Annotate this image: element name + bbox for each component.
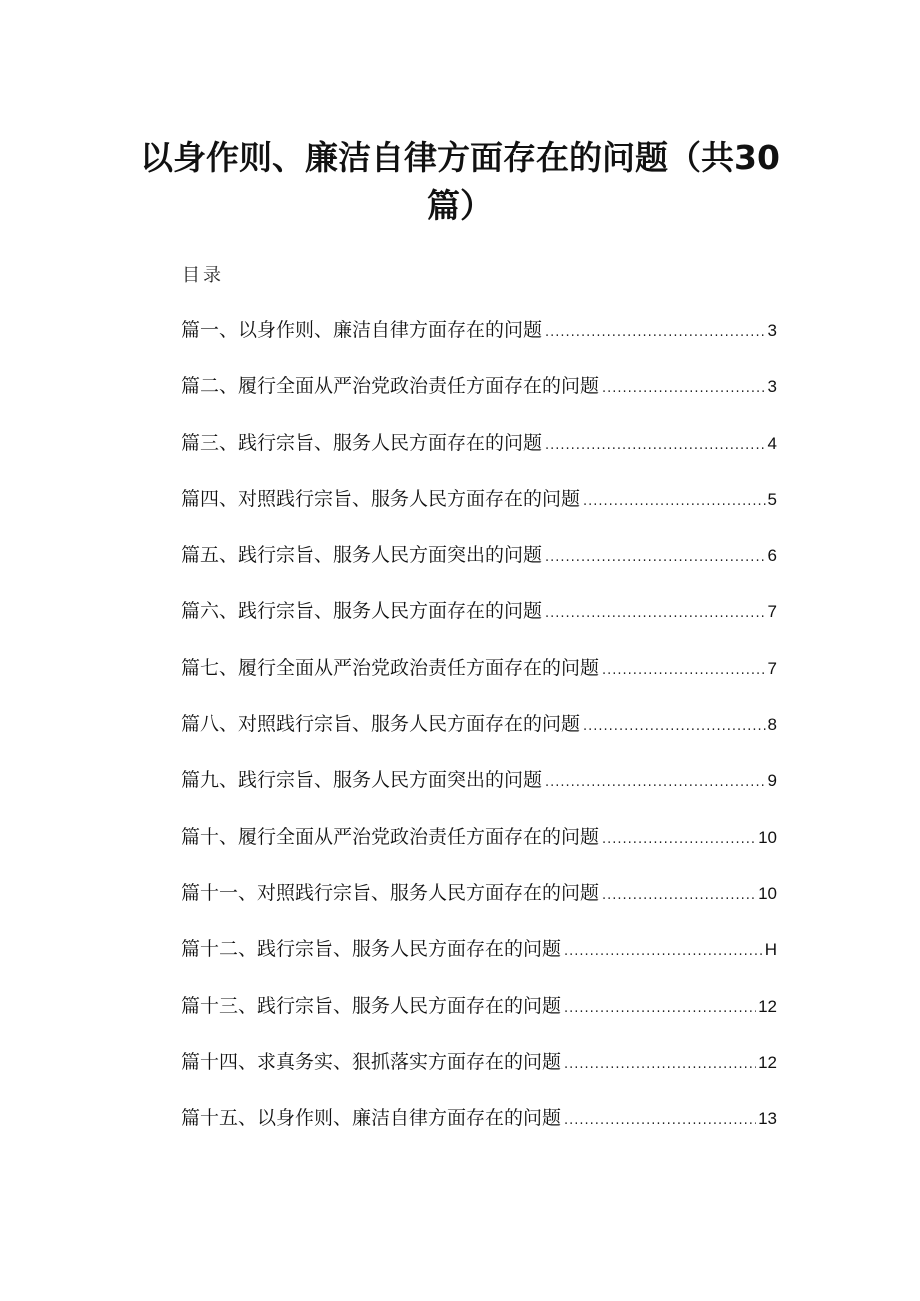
toc-entry[interactable] — [181, 1104, 777, 1160]
toc-entry-page-number: 7 — [767, 602, 777, 622]
toc-entry-label[interactable]: 篇一、以身作则、廉洁自律方面存在的问题 — [181, 319, 543, 341]
toc-entry[interactable] — [181, 485, 777, 541]
toc-dot-leader — [583, 488, 766, 516]
toc-entry[interactable] — [181, 429, 777, 485]
toc-entry-page-number: 3 — [767, 321, 777, 340]
toc-dot-leader — [545, 432, 766, 460]
toc-dot-leader — [545, 769, 766, 797]
toc-dot-leader — [564, 1107, 756, 1135]
toc-entry[interactable] — [181, 541, 777, 597]
toc-entry[interactable] — [181, 654, 777, 710]
toc-entry-page-number: H — [764, 940, 777, 960]
toc-entry-page-number: 12 — [758, 1052, 777, 1072]
toc-entry-page-number: 10 — [758, 883, 777, 903]
toc-entry-label[interactable]: 篇十三、践行宗旨、服务人民方面存在的问题 — [181, 994, 562, 1017]
toc-dot-leader — [602, 826, 756, 854]
toc-entry[interactable] — [181, 1048, 777, 1104]
toc-entry-label[interactable]: 篇八、对照践行宗旨、服务人民方面存在的问题 — [181, 713, 581, 736]
toc-entry-label[interactable]: 篇十二、践行宗旨、服务人民方面存在的问题 — [181, 938, 562, 961]
toc-entry[interactable] — [181, 823, 777, 879]
toc-entry-page-number: 3 — [767, 377, 777, 397]
toc-entry[interactable] — [181, 372, 777, 428]
toc-entry[interactable] — [181, 710, 777, 766]
toc-entry[interactable] — [181, 316, 777, 372]
toc-entry[interactable] — [181, 879, 777, 935]
toc-entry-page-number: 9 — [767, 771, 777, 791]
toc-entry-label[interactable]: 篇十四、求真务实、狠抓落实方面存在的问题 — [181, 1050, 562, 1073]
toc-entry[interactable] — [181, 935, 777, 991]
toc-entry-label[interactable]: 篇六、践行宗旨、服务人民方面存在的问题 — [181, 600, 543, 623]
table-of-contents — [181, 316, 777, 1160]
toc-dot-leader — [564, 995, 756, 1023]
toc-entry-label[interactable]: 篇二、履行全面从严治党政治责任方面存在的问题 — [181, 375, 600, 398]
toc-entry[interactable] — [181, 597, 777, 653]
toc-entry-page-number: 4 — [767, 433, 777, 453]
toc-dot-leader — [583, 713, 766, 741]
toc-dot-leader — [564, 1051, 756, 1079]
toc-entry-label[interactable]: 篇七、履行全面从严治党政治责任方面存在的问题 — [181, 656, 600, 679]
toc-entry-label[interactable]: 篇三、践行宗旨、服务人民方面存在的问题 — [181, 431, 543, 454]
toc-entry-page-number: 5 — [767, 489, 777, 509]
toc-dot-leader — [602, 375, 766, 403]
toc-entry-label[interactable]: 篇九、践行宗旨、服务人民方面突出的问题 — [181, 769, 543, 792]
toc-entry[interactable] — [181, 766, 777, 822]
toc-dot-leader — [602, 882, 756, 910]
toc-heading: 目录 — [182, 265, 224, 286]
toc-entry-page-number: 13 — [758, 1109, 777, 1129]
document-title: 以身作则、廉洁自律方面存在的问题（共30篇） — [140, 138, 780, 225]
toc-entry-page-number: 6 — [767, 546, 777, 566]
toc-dot-leader — [602, 657, 766, 685]
toc-entry-label[interactable]: 篇五、践行宗旨、服务人民方面突出的问题 — [181, 544, 543, 567]
toc-entry-label[interactable]: 篇十、履行全面从严治党政治责任方面存在的问题 — [181, 825, 600, 848]
toc-entry-page-number: 12 — [758, 996, 777, 1016]
toc-entry-page-number: 8 — [767, 715, 777, 735]
toc-dot-leader — [545, 600, 766, 628]
toc-entry-label[interactable]: 篇四、对照践行宗旨、服务人民方面存在的问题 — [181, 487, 581, 510]
toc-entry-label[interactable]: 篇十一、对照践行宗旨、服务人民方面存在的问题 — [181, 881, 600, 904]
toc-dot-leader — [564, 938, 763, 966]
toc-entry[interactable] — [181, 992, 777, 1048]
toc-dot-leader — [545, 319, 766, 347]
toc-dot-leader — [545, 544, 766, 572]
toc-entry-page-number: 10 — [758, 827, 777, 847]
toc-entry-page-number: 7 — [767, 658, 777, 678]
toc-entry-label[interactable]: 篇十五、以身作则、廉洁自律方面存在的问题 — [181, 1107, 562, 1130]
